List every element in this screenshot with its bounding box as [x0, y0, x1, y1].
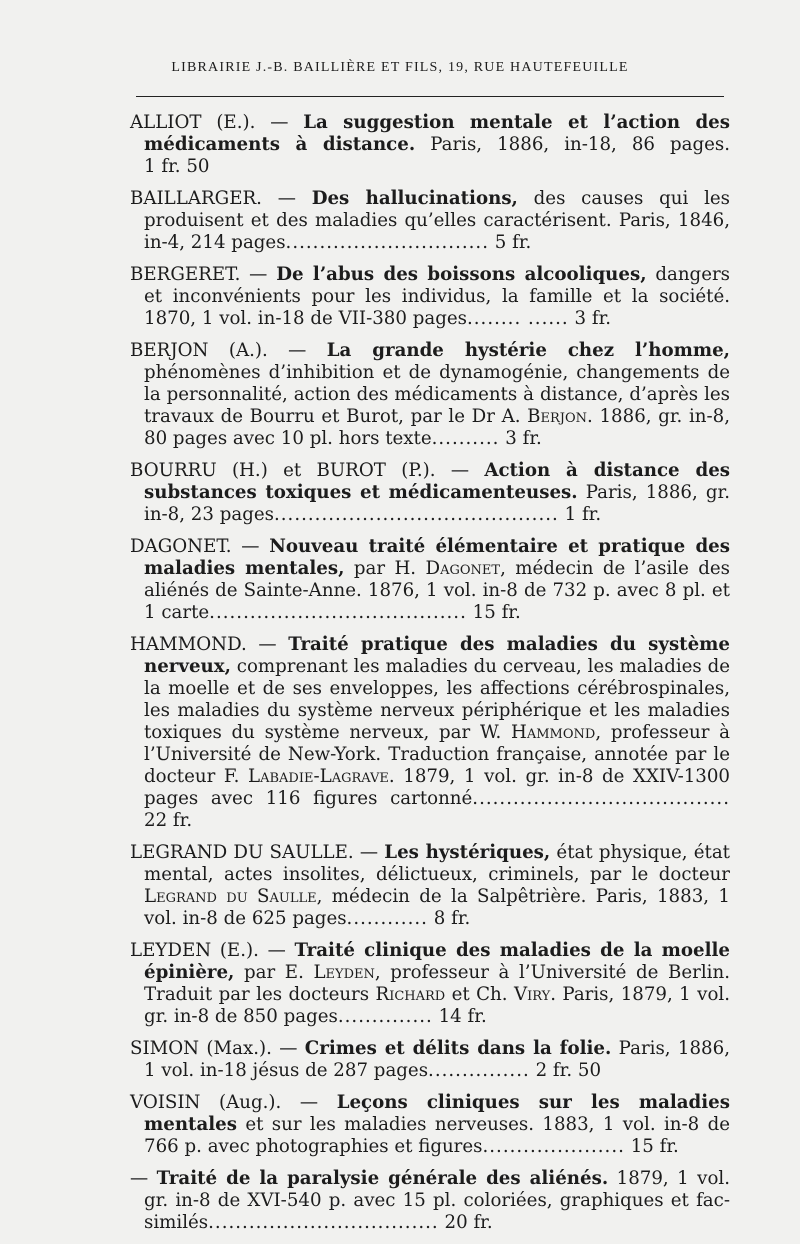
running-header: LIBRAIRIE J.-B. BAILLIÈRE ET FILS, 19, RUE HAUTEFEUILLE	[171, 60, 629, 75]
entry-author-name: Leyden	[313, 962, 375, 983]
entry-price: 20 fr.	[444, 1212, 493, 1233]
entry-details: . 1879, 1 vol. gr. in-8 de XXIV-1300 pages avec 116 figures cartonné	[144, 766, 730, 809]
book-entry-leyden: LEYDEN (E.). — Traité clinique des maladies de la moelle épinière, par E. Leyden, professeur à l’Université de Berlin. Traduit par les docteurs Richard et Ch. Viry. Paris, 1879, 1 vol. gr. in-8 de 850 pages.............. 14 fr.	[130, 940, 730, 1027]
entry-title: Crimes et délits dans la folie.	[304, 1038, 612, 1059]
entry-title: Leçons cliniques sur les maladies mentales	[144, 1092, 730, 1135]
entry-price: 15 fr.	[472, 602, 521, 623]
leader-dots: ......................................	[472, 788, 730, 809]
leader-dots: ............	[346, 908, 428, 929]
entry-details: et Ch.	[445, 984, 514, 1005]
entry-price: 1 fr.	[564, 504, 602, 525]
entry-translator-name: Richard	[375, 984, 446, 1005]
entry-author-name: Legrand du Saulle	[144, 886, 317, 907]
leader-dots: ..............	[337, 1006, 433, 1027]
entry-author: SIMON (Max.).	[130, 1038, 272, 1059]
entry-details: comprenant les maladies du cerveau, les maladies de la moelle et de ses enveloppes, les affections cérébrospinales, les maladies du système nerveux périphérique et les maladies toxiques du système nerveux, par	[144, 656, 730, 743]
entry-details: état physique, état mental, actes insolites, délictueux, criminels, par le docteur	[144, 842, 730, 885]
entry-price: 3 fr.	[574, 308, 612, 329]
entry-price: 1 fr. 50	[144, 156, 210, 177]
book-list	[130, 112, 730, 1244]
entry-author: BOURRU (H.) et BUROT (P.).	[130, 460, 436, 481]
leader-dots: ..........................................	[273, 504, 559, 525]
book-entry-bergeret: BERGERET. — De l’abus des boissons alcooliques, dangers et inconvénients pour les individus, la famille et la société. 1870, 1 vol. in-18 de VII-380 pages........ ...... 3 fr.	[130, 264, 730, 329]
entry-details: , médecin de la Salpêtrière. Paris, 1883, 1 vol. in-8 de 625 pages	[144, 886, 730, 929]
book-entry-berjon: BERJON (A.). — La grande hystérie chez l’homme, phénomènes d’inhibition et de dynamogénie, changements de la personnalité, action des médicaments à distance, d’après les travaux de Bourru et Burot, par le Dr A. Berjon. 1886, gr. in-8, 80 pages avec 10 pl. hors texte.......... 3 fr.	[130, 340, 730, 449]
entry-price: 8 fr.	[433, 908, 471, 929]
entry-details: Paris, 1886, 1 vol. in-18 jésus de 287 pages	[144, 1038, 730, 1081]
book-entry-hammond: HAMMOND. — Traité pratique des maladies du système nerveux, comprenant les maladies du cerveau, les maladies de la moelle et de ses enveloppes, les affections cérébrospinales, les maladies du système nerveux périphérique et les maladies toxiques du système nerveux, par W. Hammond, professeur à l’Université de New-York. Traduction française, annotée par le docteur F. Labadie-Lagrave. 1879, 1 vol. gr. in-8 de XXIV-1300 pages avec 116 figures cartonné...................................... 22 fr.	[130, 634, 731, 831]
book-entry-dagonet: DAGONET. — Nouveau traité élémentaire et pratique des maladies mentales, par H. Dagonet, médecin de l’asile des aliénés de Sainte-Anne. 1876, 1 vol. in-8 de 732 p. avec 8 pl. et 1 carte...................................... 15 fr.	[130, 536, 730, 623]
book-entry-simon: SIMON (Max.). — Crimes et délits dans la folie. Paris, 1886, 1 vol. in-18 jésus de 287 pages............... 2 fr. 50	[130, 1038, 730, 1081]
entry-details: par E.	[234, 962, 314, 983]
entry-title: Action à distance des substances toxiques et médicamenteuses.	[144, 460, 730, 503]
entry-title: Traité pratique des maladies du système nerveux,	[144, 634, 730, 677]
entry-author-name: Dagonet	[425, 558, 501, 579]
book-entry-baillarger: BAILLARGER. — Des hallucinations, des causes qui les produisent et des maladies qu’elles caractérisent. Paris, 1846, in-4, 214 pages.............................. 5 fr.	[130, 188, 730, 253]
entry-author-name: W. Hammond	[479, 722, 596, 743]
book-entry-voisin: VOISIN (Aug.). — Leçons cliniques sur les maladies mentales et sur les maladies nerveuses. 1883, 1 vol. in-8 de 766 p. avec photographies et figures..................... 15 fr.	[130, 1092, 730, 1157]
entry-details: par H.	[344, 558, 426, 579]
entry-price: 2 fr. 50	[535, 1060, 602, 1081]
entry-author: BERGERET.	[130, 264, 241, 285]
entry-details: phénomènes d’inhibition et de dynamogénie, changements de la personnalité, action des médicaments à distance, d’après les travaux de Bourru et Burot, par le Dr	[144, 362, 730, 427]
entry-author: LEGRAND DU SAULLE.	[130, 842, 354, 863]
entry-author: DAGONET.	[130, 536, 232, 557]
entry-details: . Paris, 1879, 1 vol. gr. in-8 de 850 pages	[144, 984, 730, 1027]
entry-title: Les hystériques,	[384, 842, 551, 863]
entry-title: Traité clinique des maladies de la moelle épinière,	[144, 940, 730, 983]
entry-title: La grande hystérie chez l’homme,	[326, 340, 730, 361]
entry-author: HAMMOND.	[130, 634, 247, 655]
entry-title: De l’abus des boissons alcooliques,	[276, 264, 647, 285]
leader-dots: ..............................	[285, 232, 489, 253]
entry-details: dangers et inconvénients pour les individus, la famille et la société. 1870, 1 vol. in-18 de VII-380 pages	[144, 264, 730, 329]
entry-author: ALLIOT (E.).	[130, 112, 256, 133]
entry-title: La suggestion mentale et l’action des médicaments à distance.	[144, 112, 730, 155]
book-entry-alliot: ALLIOT (E.). — La suggestion mentale et l’action des médicaments à distance. Paris, 1886, in-18, 86 pages. 1 fr. 50	[130, 112, 730, 177]
entry-translator-name: Labadie-Lagrave	[248, 766, 389, 787]
leader-dots: ..........	[431, 428, 500, 449]
entry-price: 22 fr.	[144, 810, 193, 831]
entry-price: 15 fr.	[630, 1136, 679, 1157]
entry-price: 5 fr.	[494, 232, 532, 253]
entry-details: 1879, 1 vol. gr. in-8 de XVI-540 p. avec 15 pl. coloriées, graphiques et fac-similés	[144, 1168, 730, 1233]
entry-details: , médecin de l’asile des aliénés de Sainte-Anne. 1876, 1 vol. in-8 de 732 p. avec 8 pl. et 1 carte	[144, 558, 730, 623]
entry-title: Des hallucinations,	[311, 188, 518, 209]
entry-details: et sur les maladies nerveuses. 1883, 1 vol. in-8 de 766 p. avec photographies et figures	[144, 1114, 730, 1157]
entry-price: 3 fr.	[505, 428, 542, 449]
leader-dots: ...............	[428, 1060, 530, 1081]
entry-author: BAILLARGER.	[130, 188, 262, 209]
entry-details: des causes qui les produisent et des maladies qu’elles caractérisent. Paris, 1846, in-4, 214 pages	[144, 188, 730, 253]
entry-title: Nouveau traité élémentaire et pratique des maladies mentales,	[144, 536, 730, 579]
entry-author: LEYDEN (E.).	[130, 940, 259, 961]
entry-author: VOISIN (Aug.).	[130, 1092, 282, 1113]
book-entry-bourru: BOURRU (H.) et BUROT (P.). — Action à distance des substances toxiques et médicamenteuses. Paris, 1886, gr. in-8, 23 pages.......................................... 1 fr.	[130, 460, 730, 525]
entry-price: 14 fr.	[438, 1006, 487, 1027]
entry-details: Paris, 1886, gr. in-8, 23 pages	[144, 482, 730, 525]
entry-author-name: A. Berjon	[501, 406, 588, 427]
leader-dots: ..................................	[208, 1212, 439, 1233]
entry-details: Paris, 1886, in-18, 86 pages.	[415, 134, 730, 155]
book-entry-voisin-paralysie: — Traité de la paralysie générale des aliénés. 1879, 1 vol. gr. in-8 de XVI-540 p. avec 15 pl. coloriées, graphiques et fac-similés.................................. 20 fr.	[130, 1168, 730, 1233]
book-entry-legrand-du-saulle: LEGRAND DU SAULLE. — Les hystériques, état physique, état mental, actes insolites, délictueux, criminels, par le docteur Legrand du Saulle, médecin de la Salpêtrière. Paris, 1883, 1 vol. in-8 de 625 pages............ 8 fr.	[130, 842, 730, 929]
entry-details: , professeur à l’Université de Berlin. Traduit par les docteurs	[144, 962, 730, 1005]
entry-translator-name: Viry	[513, 984, 551, 1005]
header-rule	[136, 96, 724, 97]
entry-details: . 1886, gr. in-8, 80 pages avec 10 pl. hors texte	[144, 406, 730, 449]
entry-author: BERJON (A.).	[130, 340, 268, 361]
leader-dots: ........ ......	[466, 308, 569, 329]
entry-title: Traité de la paralysie générale des aliénés.	[156, 1168, 609, 1189]
entry-details: , professeur à l’Université de New-York. Traduction française, annotée par le docteur F.	[144, 722, 731, 787]
leader-dots: .....................	[482, 1136, 625, 1157]
leader-dots: ......................................	[209, 602, 467, 623]
